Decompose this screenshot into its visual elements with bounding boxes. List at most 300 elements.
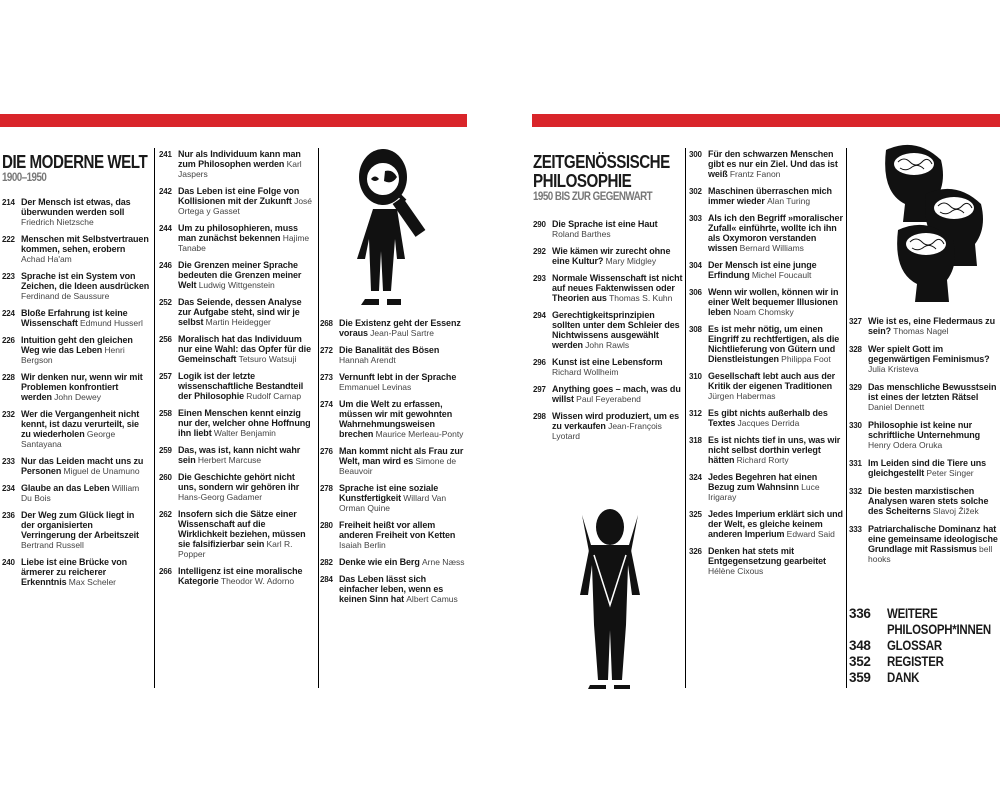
entry-text <box>552 310 683 350</box>
toc-entry[interactable] <box>2 372 150 402</box>
toc-entry[interactable] <box>320 318 465 338</box>
entry-author: Willard Van Orman Quine <box>339 493 447 513</box>
entry-author: John Rawls <box>585 340 630 350</box>
entry-title: Jedes Imperium erklärt sich und der Welt, es gleiche keinem anderen Imperium <box>708 509 843 539</box>
entry-author: Richard Wollheim <box>552 367 619 377</box>
entry-text <box>708 287 843 317</box>
toc-entry[interactable] <box>320 557 465 567</box>
entry-title: Die Geschichte gehört nicht uns, sondern wir gehören ihr <box>178 472 300 492</box>
page-number: 282 <box>320 558 333 567</box>
entry-author: Karl Jaspers <box>178 159 302 179</box>
entry-title: Intuition geht den gleichen Weg wie das Leben <box>21 335 133 355</box>
entry-title: Wie ist es, eine Fledermaus zu sein? <box>868 316 995 336</box>
page-number: 244 <box>159 224 172 233</box>
entry-author: John Dewey <box>54 392 101 402</box>
page-number: 260 <box>159 473 172 482</box>
entry-author: Jean-François Lyotard <box>552 421 662 441</box>
entry-title: Bloße Erfahrung ist keine Wissenschaft <box>21 308 128 328</box>
toc-entry[interactable] <box>2 197 150 227</box>
section-heading-modern <box>2 152 150 185</box>
entry-text <box>178 509 314 559</box>
toc-entry[interactable] <box>849 420 999 450</box>
contents-column-3 <box>320 318 465 611</box>
entry-title: Gerechtigkeitsprinzipien sollten unter dem Schleier des Nichtwissens ausgewählt werden <box>552 310 680 350</box>
appendix-label: GLOSSAR <box>887 638 942 653</box>
contents-column-1 <box>2 197 150 594</box>
page-number: 233 <box>2 457 15 466</box>
toc-entry[interactable] <box>320 446 465 476</box>
toc-entry[interactable] <box>689 408 843 428</box>
entry-text <box>708 324 843 364</box>
entry-title: Vernunft lebt in der Sprache <box>339 372 457 382</box>
entry-author: Thomas Nagel <box>893 326 949 336</box>
entry-author: Hajime Tanabe <box>178 233 310 253</box>
appendix-entry[interactable] <box>849 606 999 622</box>
appendix-entry[interactable] <box>849 654 999 670</box>
entry-text <box>708 260 843 280</box>
entry-author: Alan Turing <box>767 196 811 206</box>
contents-column-4 <box>533 219 683 448</box>
page-number: 304 <box>689 261 702 270</box>
entry-text <box>21 271 150 301</box>
page-number: 284 <box>320 575 333 584</box>
page-number: 300 <box>689 150 702 159</box>
toc-entry[interactable] <box>2 308 150 328</box>
entry-author: Max Scheler <box>68 577 117 587</box>
entry-author: José Ortega y Gasset <box>178 196 313 216</box>
entry-text <box>339 372 465 392</box>
page-number: 302 <box>689 187 702 196</box>
toc-entry[interactable] <box>689 149 843 179</box>
entry-author: Edward Said <box>786 529 835 539</box>
entry-title: Es ist nichts tief in uns, was wir nicht selbst dorthin verlegt hätten <box>708 435 841 465</box>
entry-title: Gesellschaft lebt auch aus der Kritik der eigenen Traditionen <box>708 371 836 391</box>
entry-author: Hans-Georg Gadamer <box>178 492 263 502</box>
page-number: 256 <box>159 335 172 344</box>
entry-text <box>21 308 150 328</box>
entry-text <box>339 318 465 338</box>
toc-entry[interactable] <box>533 219 683 239</box>
toc-entry[interactable] <box>159 223 314 253</box>
entry-title: Maschinen überraschen mich immer wieder <box>708 186 832 206</box>
page-number: 223 <box>2 272 15 281</box>
entry-author: Arne Næss <box>421 557 465 567</box>
entry-title: Die Banalität des Bösen <box>339 345 440 355</box>
page-number: 280 <box>320 521 333 530</box>
column-divider <box>154 148 155 688</box>
page-number: 226 <box>2 336 15 345</box>
entry-title: Glaube an das Leben <box>21 483 110 493</box>
entry-text <box>339 574 465 604</box>
entry-text <box>339 345 465 365</box>
entry-title: Das Leben lässt sich einfacher leben, wenn es keinen Sinn hat <box>339 574 444 604</box>
entry-text <box>868 420 999 450</box>
entry-author: Bertrand Russell <box>21 540 84 550</box>
page-number: 333 <box>849 525 862 534</box>
entry-text <box>708 509 843 539</box>
entry-title: Das, was ist, kann nicht wahr sein <box>178 445 301 465</box>
entry-author: Thomas S. Kuhn <box>609 293 673 303</box>
page-number: 293 <box>533 274 546 283</box>
appendix-entry[interactable] <box>849 622 999 638</box>
page-number: 274 <box>320 400 333 409</box>
toc-entry[interactable] <box>689 546 843 576</box>
entry-text <box>21 510 150 550</box>
entry-author: Jean-Paul Sartre <box>370 328 434 338</box>
entry-author: Maurice Merleau-Ponty <box>375 429 464 439</box>
toc-entry[interactable] <box>159 334 314 364</box>
entry-title: Der Weg zum Glück liegt in der organisierten Verringerung der Arbeitszeit <box>21 510 139 540</box>
entry-title: Insofern sich die Sätze einer Wissenschaft auf die Wirklichkeit beziehen, müssen sie falsifizierbar sein <box>178 509 306 549</box>
page-number: 214 <box>2 198 15 207</box>
entry-title: Sprache ist ein System von Zeichen, die Ideen ausdrücken <box>21 271 150 291</box>
page-number: 236 <box>2 511 15 520</box>
toc-entry[interactable] <box>533 310 683 350</box>
toc-entry[interactable] <box>320 399 465 439</box>
contents-column-5 <box>689 149 843 583</box>
toc-entry[interactable] <box>689 186 843 206</box>
entry-author: Walter Benjamin <box>213 428 276 438</box>
entry-text <box>868 382 999 412</box>
toc-entry[interactable] <box>2 483 150 503</box>
entry-author: George Santayana <box>21 429 116 449</box>
page-number: 242 <box>159 187 172 196</box>
entry-title: Der Mensch ist etwas, das überwunden werden soll <box>21 197 131 217</box>
entry-author: Daniel Dennett <box>868 402 925 412</box>
toc-entry[interactable] <box>320 483 465 513</box>
toc-entry[interactable] <box>689 287 843 317</box>
toc-entry[interactable] <box>849 524 999 564</box>
appendix-page-number: 348 <box>849 638 871 653</box>
entry-text <box>552 411 683 441</box>
entry-author: Hélène Cixous <box>708 566 764 576</box>
page-number: 241 <box>159 150 172 159</box>
toc-entry[interactable] <box>689 435 843 465</box>
toc-entry[interactable] <box>2 271 150 301</box>
page-number: 268 <box>320 319 333 328</box>
page-number: 276 <box>320 447 333 456</box>
entry-author: Jacques Derrida <box>737 418 800 428</box>
section-heading-contemporary <box>533 152 683 204</box>
red-bar-left <box>0 114 467 127</box>
entry-text <box>21 483 150 503</box>
toc-entry[interactable] <box>2 557 150 587</box>
entry-author: Peter Singer <box>926 468 974 478</box>
section-title-line1: ZEITGENÖSSISCHE <box>533 151 670 172</box>
entry-author: Rudolf Carnap <box>246 391 302 401</box>
column-divider <box>846 148 847 688</box>
entry-author: Bernard Williams <box>739 243 804 253</box>
entry-author: Paul Feyerabend <box>576 394 641 404</box>
entry-author: Julia Kristeva <box>868 364 919 374</box>
toc-entry[interactable] <box>2 409 150 449</box>
page-number: 228 <box>2 373 15 382</box>
toc-entry[interactable] <box>849 382 999 412</box>
toc-entry[interactable] <box>159 472 314 502</box>
entry-author: Jürgen Habermas <box>708 391 776 401</box>
page-number: 331 <box>849 459 862 468</box>
entry-author: Luce Irigaray <box>708 482 820 502</box>
page-number: 224 <box>2 309 15 318</box>
entry-title: Denke wie ein Berg <box>339 557 420 567</box>
entry-title: Philosophie ist keine nur schriftliche Unternehmung <box>868 420 981 440</box>
entry-text <box>178 149 314 179</box>
toc-entry[interactable] <box>159 509 314 559</box>
entry-title: Moralisch hat das Individuum nur eine Wahl: das Opfer für die Gemeinschaft <box>178 334 311 364</box>
page-number: 292 <box>533 247 546 256</box>
entry-text <box>178 445 314 465</box>
entry-text <box>178 566 314 586</box>
appendix-label: PHILOSOPH*INNEN <box>887 622 991 637</box>
page-number: 258 <box>159 409 172 418</box>
entry-author: Richard Rorty <box>736 455 789 465</box>
entry-title: Intelligenz ist eine moralische Kategorie <box>178 566 303 586</box>
entry-text <box>708 435 843 465</box>
entry-title: Das Seiende, dessen Analyse zur Aufgabe steht, sind wir je selbst <box>178 297 302 327</box>
entry-text <box>339 520 465 550</box>
entry-text <box>178 334 314 364</box>
toc-entry[interactable] <box>533 273 683 303</box>
toc-entry[interactable] <box>689 371 843 401</box>
entry-title: Normale Wissenschaft ist nicht auf neues Faktenwissen oder Theorien aus <box>552 273 683 303</box>
entry-author: Herbert Marcuse <box>197 455 262 465</box>
entry-text <box>552 246 683 266</box>
toc-entry[interactable] <box>689 324 843 364</box>
toc-entry[interactable] <box>689 260 843 280</box>
entry-title: Sprache ist eine soziale Kunstfertigkeit <box>339 483 439 503</box>
page-number: 328 <box>849 345 862 354</box>
entry-title: Nur als Individuum kann man zum Philosophen werden <box>178 149 301 169</box>
entry-text <box>21 335 150 365</box>
toc-entry[interactable] <box>533 384 683 404</box>
entry-author: Slavoj Žižek <box>932 506 979 516</box>
entry-title: Anything goes – mach, was du willst <box>552 384 681 404</box>
page-number: 222 <box>2 235 15 244</box>
toc-entry[interactable] <box>320 372 465 392</box>
entry-text <box>21 557 150 587</box>
page-number: 303 <box>689 214 702 223</box>
toc-entry[interactable] <box>2 456 150 476</box>
toc-entry[interactable] <box>159 260 314 290</box>
toc-entry[interactable] <box>159 445 314 465</box>
page-number: 262 <box>159 510 172 519</box>
entry-title: Als ich den Begriff »moralischer Zufall« einführte, wollte ich ihn als Oxymoron verstanden wissen <box>708 213 843 253</box>
entry-title: Wer spielt Gott im gegenwärtigen Feminismus? <box>868 344 990 364</box>
entry-author: Achad Ha'am <box>21 254 72 264</box>
toc-entry[interactable] <box>533 246 683 266</box>
entry-text <box>868 458 999 478</box>
knife-figure-illustration <box>560 505 660 690</box>
entry-title: Um zu philosophieren, muss man zunächst bekennen <box>178 223 298 243</box>
page-number: 278 <box>320 484 333 493</box>
entry-text <box>178 223 314 253</box>
appendix-page-number: 359 <box>849 670 871 685</box>
entry-author: Edmund Husserl <box>80 318 143 328</box>
section-subtitle: 1900–1950 <box>2 172 47 184</box>
page-number: 298 <box>533 412 546 421</box>
entry-title: Freiheit heißt vor allem anderen Freiheit von Ketten <box>339 520 456 540</box>
entry-author: Henri Bergson <box>21 345 125 365</box>
entry-title: Für den schwarzen Menschen gibt es nur ein Ziel. Und das ist weiß <box>708 149 838 179</box>
entry-text <box>339 557 465 567</box>
toc-entry[interactable] <box>849 458 999 478</box>
entry-text <box>708 213 843 253</box>
toc-entry[interactable] <box>320 520 465 550</box>
entry-text <box>21 409 150 449</box>
page-number: 272 <box>320 346 333 355</box>
entry-author: bell hooks <box>868 544 993 564</box>
entry-title: Menschen mit Selbstvertrauen kommen, sehen, erobern <box>21 234 149 254</box>
page-number: 259 <box>159 446 172 455</box>
toc-entry[interactable] <box>849 344 999 374</box>
appendix-list <box>849 606 999 686</box>
toc-entry[interactable] <box>159 186 314 216</box>
toc-entry[interactable] <box>159 297 314 327</box>
entry-title: Nur das Leiden macht uns zu Personen <box>21 456 144 476</box>
entry-title: Im Leiden sind die Tiere uns gleichgestellt <box>868 458 987 478</box>
appendix-label: DANK <box>887 670 920 685</box>
entry-title: Es ist mehr nötig, um einen Eingriff zu rechtfertigen, als die Nichtlieferung von Gütern und Dienstleistungen <box>708 324 840 364</box>
toc-entry[interactable] <box>159 566 314 586</box>
toc-entry[interactable] <box>159 149 314 179</box>
entry-text <box>868 524 999 564</box>
appendix-entry[interactable] <box>849 670 999 686</box>
toc-entry[interactable] <box>533 357 683 377</box>
entry-title: Um die Welt zu erfassen, müssen wir mit gewohnten Wahrnehmungsweisen brechen <box>339 399 453 439</box>
page-number: 312 <box>689 409 702 418</box>
entry-author: Emmanuel Levinas <box>339 382 412 392</box>
page-number: 327 <box>849 317 862 326</box>
entry-text <box>552 219 683 239</box>
entry-author: Philippa Foot <box>781 354 831 364</box>
entry-title: Liebe ist eine Brücke von ärmerer zu reicherer Erkenntnis <box>21 557 128 587</box>
page-number: 308 <box>689 325 702 334</box>
entry-author: Mary Midgley <box>605 256 657 266</box>
entry-author: Martin Heidegger <box>205 317 271 327</box>
page-number: 273 <box>320 373 333 382</box>
entry-title: Das Leben ist eine Folge von Kollisionen mit der Zukunft <box>178 186 300 206</box>
entry-author: Theodor W. Adorno <box>220 576 295 586</box>
entry-text <box>21 456 150 476</box>
appendix-label: REGISTER <box>887 654 944 669</box>
contents-column-6 <box>849 316 999 572</box>
entry-text <box>708 149 843 179</box>
entry-author: Roland Barthes <box>552 229 611 239</box>
page-number: 326 <box>689 547 702 556</box>
entry-title: Wissen wird produziert, um es zu verkaufen <box>552 411 680 431</box>
page-number: 318 <box>689 436 702 445</box>
page-number: 234 <box>2 484 15 493</box>
magnifier-figure-illustration <box>325 145 465 315</box>
toc-entry[interactable] <box>159 371 314 401</box>
page-number: 252 <box>159 298 172 307</box>
entry-author: Michel Foucault <box>751 270 812 280</box>
entry-author: Hannah Arendt <box>339 355 396 365</box>
entry-author: Henry Odera Oruka <box>868 440 943 450</box>
red-bar-right <box>532 114 1000 127</box>
entry-title: Man kommt nicht als Frau zur Welt, man wird es <box>339 446 464 466</box>
toc-entry[interactable] <box>689 509 843 539</box>
entry-author: Simone de Beauvoir <box>339 456 457 476</box>
section-subtitle: 1950 BIS ZUR GEGENWART <box>533 191 653 203</box>
entry-text <box>178 297 314 327</box>
entry-author: Tetsuro Watsuji <box>238 354 297 364</box>
entry-title: Wenn wir wollen, können wir in einer Welt bequemer Illusionen leben <box>708 287 839 317</box>
entry-text <box>708 408 843 428</box>
toc-entry[interactable] <box>320 574 465 604</box>
entry-text <box>868 316 999 336</box>
entry-title: Jedes Begehren hat einen Bezug zum Wahnsinn <box>708 472 818 492</box>
entry-text <box>552 357 683 377</box>
entry-text <box>339 483 465 513</box>
toc-entry[interactable] <box>2 510 150 550</box>
toc-entry[interactable] <box>689 213 843 253</box>
entry-text <box>178 260 314 290</box>
entry-author: Karl R. Popper <box>178 539 293 559</box>
toc-entry[interactable] <box>2 234 150 264</box>
toc-entry[interactable] <box>849 486 999 516</box>
entry-text <box>708 186 843 206</box>
page-number: 240 <box>2 558 15 567</box>
toc-entry[interactable] <box>320 345 465 365</box>
entry-title: Einen Menschen kennt einzig nur der, welcher ohne Hoffnung ihn liebt <box>178 408 311 438</box>
page-number: 232 <box>2 410 15 419</box>
entry-author: Ferdinand de Saussure <box>21 291 110 301</box>
entry-text <box>552 384 683 404</box>
page-number: 290 <box>533 220 546 229</box>
entry-text <box>178 371 314 401</box>
toc-entry[interactable] <box>689 472 843 502</box>
appendix-entry[interactable] <box>849 638 999 654</box>
toc-entry[interactable] <box>2 335 150 365</box>
entry-title: Denken hat stets mit Entgegensetzung gearbeitet <box>708 546 826 566</box>
entry-text <box>339 446 465 476</box>
entry-author: Miguel de Unamuno <box>63 466 140 476</box>
entry-text <box>868 486 999 516</box>
column-divider <box>318 148 319 688</box>
entry-text <box>708 546 843 576</box>
entry-author: Noam Chomsky <box>733 307 794 317</box>
appendix-label: WEITERE <box>887 606 938 621</box>
toc-entry[interactable] <box>849 316 999 336</box>
page-number: 266 <box>159 567 172 576</box>
contents-column-2 <box>159 149 314 593</box>
three-heads-brains-illustration <box>858 140 998 315</box>
entry-title: Kunst ist eine Lebensform <box>552 357 663 367</box>
entry-author: Ludwig Wittgenstein <box>198 280 275 290</box>
page-number: 296 <box>533 358 546 367</box>
column-divider <box>685 148 686 688</box>
entry-title: Wie kämen wir zurecht ohne eine Kultur? <box>552 246 671 266</box>
page-number: 294 <box>533 311 546 320</box>
page-number: 329 <box>849 383 862 392</box>
entry-title: Das menschliche Bewusstsein ist eines der letzten Rätsel <box>868 382 997 402</box>
entry-text <box>178 472 314 502</box>
entry-title: Logik ist der letzte wissenschaftliche Bestandteil der Philosophie <box>178 371 304 401</box>
appendix-page-number: 336 <box>849 606 871 621</box>
entry-title: Es gibt nichts außerhalb des Textes <box>708 408 828 428</box>
entry-author: Frantz Fanon <box>729 169 781 179</box>
toc-entry[interactable] <box>159 408 314 438</box>
entry-text <box>339 399 465 439</box>
entry-author: Albert Camus <box>406 594 458 604</box>
page-number: 310 <box>689 372 702 381</box>
toc-entry[interactable] <box>533 411 683 441</box>
page-number: 297 <box>533 385 546 394</box>
entry-text <box>178 408 314 438</box>
entry-text <box>868 344 999 374</box>
entry-author: William Du Bois <box>21 483 140 503</box>
